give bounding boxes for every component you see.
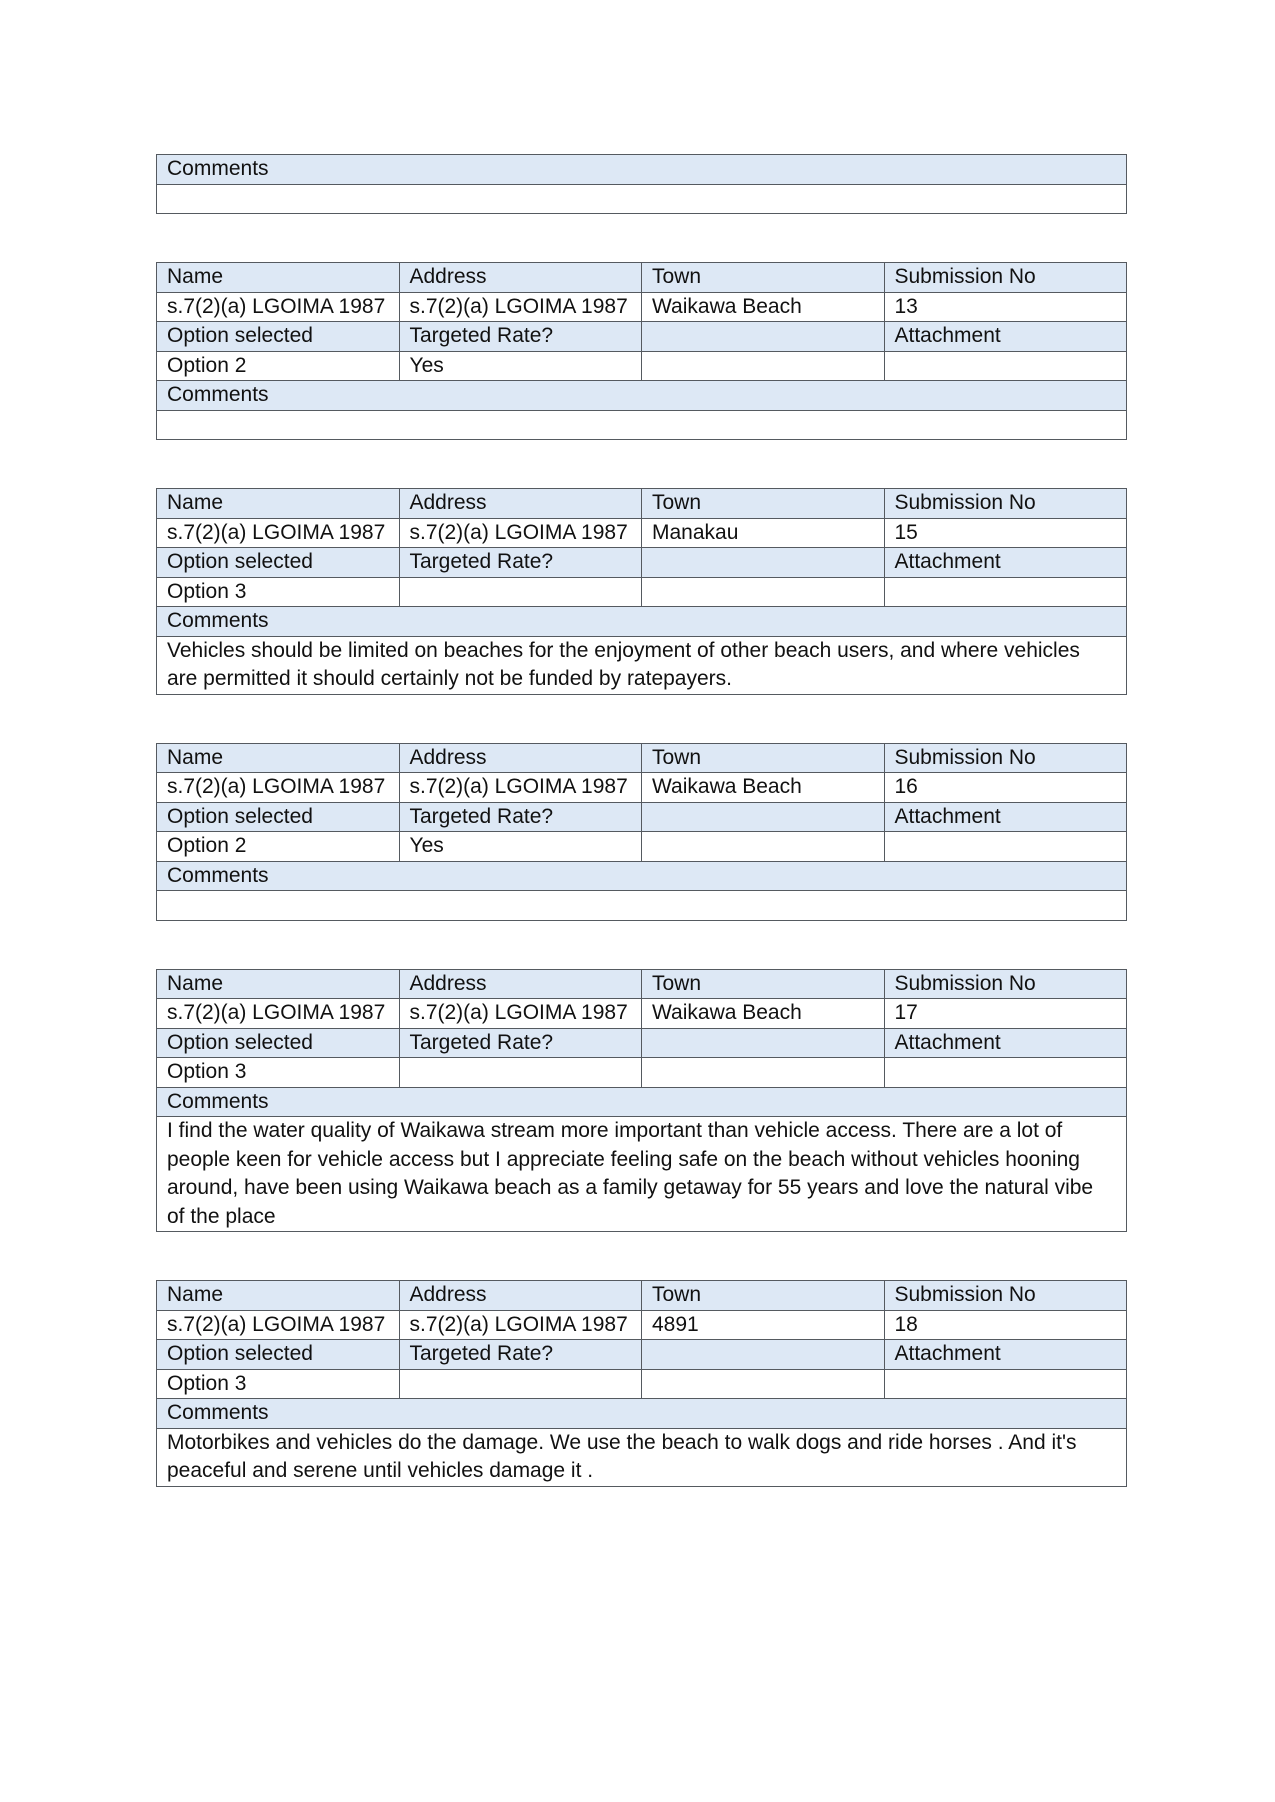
- targeted-rate-label: Targeted Rate?: [399, 1340, 642, 1370]
- submission-no-label: Submission No: [884, 1281, 1127, 1311]
- name-value: s.7(2)(a) LGOIMA 1987: [157, 292, 400, 322]
- submission-table: [156, 488, 1127, 695]
- targeted-rate-value: [399, 1058, 642, 1088]
- comments-header-row: [157, 1399, 1127, 1429]
- blank-header-cell: [642, 548, 885, 578]
- comments-label: Comments: [157, 381, 1127, 411]
- address-label: Address: [399, 969, 642, 999]
- option-row: [157, 832, 1127, 862]
- submission-table: [156, 1280, 1127, 1487]
- comments-text: Motorbikes and vehicles do the damage. We use the beach to walk dogs and ride horses . And it's peaceful and serene until vehicles damage it .: [157, 1428, 1127, 1486]
- name-value: s.7(2)(a) LGOIMA 1987: [157, 773, 400, 803]
- name-label: Name: [157, 969, 400, 999]
- comments-label: Comments: [157, 1087, 1127, 1117]
- blank-cell: [642, 351, 885, 381]
- comments-text: [157, 410, 1127, 440]
- option-value: Option 3: [157, 577, 400, 607]
- attachment-label: Attachment: [884, 1028, 1127, 1058]
- blank-cell: [642, 577, 885, 607]
- header-row: [157, 969, 1127, 999]
- submission-list: [156, 214, 1127, 1487]
- attachment-value: [884, 1369, 1127, 1399]
- targeted-rate-label: Targeted Rate?: [399, 1028, 642, 1058]
- header-row: [157, 489, 1127, 519]
- town-label: Town: [642, 1281, 885, 1311]
- attachment-value: [884, 577, 1127, 607]
- blank-cell: [642, 1058, 885, 1088]
- attachment-label: Attachment: [884, 1340, 1127, 1370]
- option-selected-label: Option selected: [157, 322, 400, 352]
- name-label: Name: [157, 743, 400, 773]
- document-page: [156, 154, 1127, 1487]
- details-row: [157, 1310, 1127, 1340]
- option-value: Option 2: [157, 832, 400, 862]
- name-label: Name: [157, 263, 400, 293]
- blank-cell: [642, 832, 885, 862]
- option-selected-label: Option selected: [157, 548, 400, 578]
- comments-header-row: [157, 155, 1127, 185]
- comments-label: Comments: [157, 1399, 1127, 1429]
- comments-header-row: [157, 381, 1127, 411]
- town-label: Town: [642, 489, 885, 519]
- town-value: Manakau: [642, 518, 885, 548]
- town-label: Town: [642, 969, 885, 999]
- option-value: Option 3: [157, 1058, 400, 1088]
- address-value: s.7(2)(a) LGOIMA 1987: [399, 518, 642, 548]
- comments-header-row: [157, 861, 1127, 891]
- targeted-rate-label: Targeted Rate?: [399, 548, 642, 578]
- attachment-value: [884, 1058, 1127, 1088]
- attachment-label: Attachment: [884, 322, 1127, 352]
- address-label: Address: [399, 489, 642, 519]
- header-row: [157, 743, 1127, 773]
- name-value: s.7(2)(a) LGOIMA 1987: [157, 999, 400, 1029]
- comments-row: [157, 184, 1127, 214]
- submission-no-value: 13: [884, 292, 1127, 322]
- submission-no-value: 16: [884, 773, 1127, 803]
- option-selected-label: Option selected: [157, 1340, 400, 1370]
- header-row: [157, 263, 1127, 293]
- submission-table: [156, 969, 1127, 1233]
- comments-label: Comments: [157, 155, 1127, 185]
- submission-no-value: 15: [884, 518, 1127, 548]
- option-header-row: [157, 802, 1127, 832]
- option-header-row: [157, 322, 1127, 352]
- blank-header-cell: [642, 1028, 885, 1058]
- attachment-value: [884, 351, 1127, 381]
- comments-text: [157, 184, 1127, 214]
- name-value: s.7(2)(a) LGOIMA 1987: [157, 1310, 400, 1340]
- town-value: Waikawa Beach: [642, 773, 885, 803]
- town-value: Waikawa Beach: [642, 999, 885, 1029]
- name-value: s.7(2)(a) LGOIMA 1987: [157, 518, 400, 548]
- name-label: Name: [157, 1281, 400, 1311]
- submission-table: [156, 262, 1127, 440]
- submission-table: [156, 743, 1127, 921]
- address-label: Address: [399, 1281, 642, 1311]
- blank-header-cell: [642, 1340, 885, 1370]
- details-row: [157, 773, 1127, 803]
- address-label: Address: [399, 263, 642, 293]
- attachment-value: [884, 832, 1127, 862]
- address-value: s.7(2)(a) LGOIMA 1987: [399, 773, 642, 803]
- town-label: Town: [642, 743, 885, 773]
- comments-row: [157, 1117, 1127, 1232]
- blank-header-cell: [642, 802, 885, 832]
- blank-header-cell: [642, 322, 885, 352]
- name-label: Name: [157, 489, 400, 519]
- submission-no-value: 17: [884, 999, 1127, 1029]
- address-label: Address: [399, 743, 642, 773]
- comments-row: [157, 891, 1127, 921]
- option-header-row: [157, 548, 1127, 578]
- address-value: s.7(2)(a) LGOIMA 1987: [399, 1310, 642, 1340]
- attachment-label: Attachment: [884, 802, 1127, 832]
- targeted-rate-label: Targeted Rate?: [399, 322, 642, 352]
- comments-row: [157, 636, 1127, 694]
- option-header-row: [157, 1028, 1127, 1058]
- targeted-rate-value: [399, 1369, 642, 1399]
- blank-cell: [642, 1369, 885, 1399]
- comments-row: [157, 410, 1127, 440]
- address-value: s.7(2)(a) LGOIMA 1987: [399, 292, 642, 322]
- town-label: Town: [642, 263, 885, 293]
- continued-comments-table: [156, 154, 1127, 214]
- option-value: Option 3: [157, 1369, 400, 1399]
- comments-header-row: [157, 607, 1127, 637]
- details-row: [157, 518, 1127, 548]
- comments-text: [157, 891, 1127, 921]
- comments-header-row: [157, 1087, 1127, 1117]
- submission-no-label: Submission No: [884, 969, 1127, 999]
- comments-label: Comments: [157, 861, 1127, 891]
- targeted-rate-label: Targeted Rate?: [399, 802, 642, 832]
- header-row: [157, 1281, 1127, 1311]
- address-value: s.7(2)(a) LGOIMA 1987: [399, 999, 642, 1029]
- option-selected-label: Option selected: [157, 1028, 400, 1058]
- targeted-rate-value: Yes: [399, 351, 642, 381]
- town-value: Waikawa Beach: [642, 292, 885, 322]
- details-row: [157, 999, 1127, 1029]
- comments-row: [157, 1428, 1127, 1486]
- submission-no-label: Submission No: [884, 263, 1127, 293]
- town-value: 4891: [642, 1310, 885, 1340]
- details-row: [157, 292, 1127, 322]
- option-value: Option 2: [157, 351, 400, 381]
- option-row: [157, 577, 1127, 607]
- targeted-rate-value: Yes: [399, 832, 642, 862]
- option-selected-label: Option selected: [157, 802, 400, 832]
- option-row: [157, 1369, 1127, 1399]
- option-header-row: [157, 1340, 1127, 1370]
- submission-no-value: 18: [884, 1310, 1127, 1340]
- targeted-rate-value: [399, 577, 642, 607]
- comments-label: Comments: [157, 607, 1127, 637]
- option-row: [157, 351, 1127, 381]
- option-row: [157, 1058, 1127, 1088]
- attachment-label: Attachment: [884, 548, 1127, 578]
- comments-text: I find the water quality of Waikawa stream more important than vehicle access. There are a lot of people keen for vehicle access but I appreciate feeling safe on the beach without vehicles hooning around, have been using Waikawa beach as a family getaway for 55 years and love the natural vibe of the place: [157, 1117, 1127, 1232]
- comments-text: Vehicles should be limited on beaches for the enjoyment of other beach users, and where vehicles are permitted it should certainly not be funded by ratepayers.: [157, 636, 1127, 694]
- submission-no-label: Submission No: [884, 743, 1127, 773]
- submission-no-label: Submission No: [884, 489, 1127, 519]
